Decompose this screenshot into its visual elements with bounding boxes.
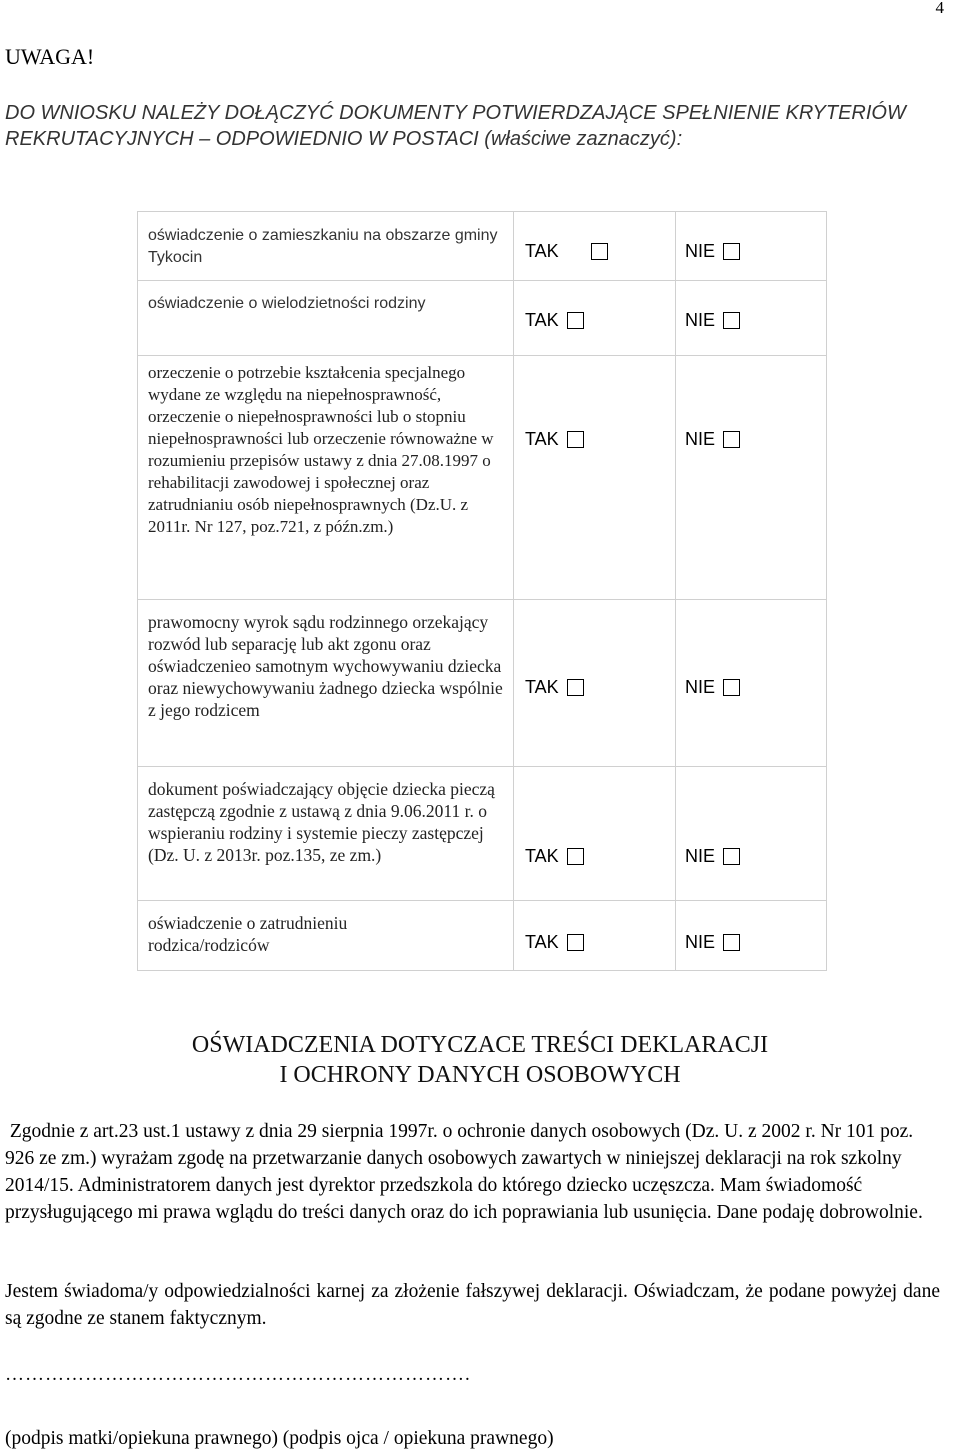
criterion-label: oświadczenie o zatrudnieniu rodzica/rodziców: [148, 913, 348, 955]
yes-checkbox[interactable]: [591, 243, 608, 260]
no-option[interactable]: [685, 429, 740, 450]
section-title-line-2: I OCHRONY DANYCH OSOBOWYCH: [279, 1062, 681, 1088]
no-label: NIE: [685, 846, 716, 866]
yes-checkbox[interactable]: [567, 679, 584, 696]
intro-text: DO WNIOSKU NALEŻY DOŁĄCZYĆ DOKUMENTY POTWIERDZAJĄCE SPEŁNIENIE KRYTERIÓW REKRUTACYJNYCH – ODPOWIEDNIO W POSTACI (właściwe zaznaczyć):: [5, 102, 906, 150]
yes-option[interactable]: [525, 932, 584, 953]
no-checkbox[interactable]: [723, 431, 740, 448]
criterion-row: [138, 212, 826, 281]
yes-label: TAK: [525, 846, 559, 866]
no-label: NIE: [685, 932, 716, 952]
no-label: NIE: [685, 429, 716, 449]
criterion-row: [138, 900, 826, 970]
no-option[interactable]: [685, 241, 740, 262]
yes-option[interactable]: [525, 241, 608, 262]
yes-option[interactable]: [525, 429, 584, 450]
no-option[interactable]: [685, 932, 740, 953]
yes-option[interactable]: [525, 310, 584, 331]
yes-label: TAK: [525, 932, 559, 952]
yes-label: TAK: [525, 241, 559, 261]
yes-option[interactable]: [525, 846, 584, 867]
criterion-row: [138, 766, 826, 901]
no-label: NIE: [685, 677, 716, 697]
criterion-row: [138, 355, 826, 600]
yes-checkbox[interactable]: [567, 934, 584, 951]
yes-option[interactable]: [525, 677, 584, 698]
yes-checkbox[interactable]: [567, 431, 584, 448]
criteria-table: [137, 211, 827, 971]
criterion-row: [138, 280, 826, 356]
signature-captions: (podpis matki/opiekuna prawnego) (podpis ojca / opiekuna prawnego): [5, 1428, 554, 1449]
signature-line: …………………………………………………………….: [5, 1364, 471, 1385]
criterion-label: dokument poświadczający objęcie dziecka pieczą zastępczą zgodnie z ustawą z dnia 9.06.2011 r. o wspieraniu rodziny i systemie pieczy zastępczej (Dz. U. z 2013r. poz.135, ze zm.): [148, 779, 495, 865]
page-number: 4: [935, 0, 944, 17]
yes-label: TAK: [525, 429, 559, 449]
criterion-label: prawomocny wyrok sądu rodzinnego orzekający rozwód lub separację lub akt zgonu oraz oświadczenieo samotnym wychowywaniu dziecka oraz niewychowywaniu żadnego dziecka wspólnie z jego rodzicem: [148, 612, 503, 720]
criterion-label: oświadczenie o zamieszkaniu na obszarze gminy Tykocin: [148, 227, 498, 266]
no-option[interactable]: [685, 677, 740, 698]
consent-paragraph: Zgodnie z art.23 ust.1 ustawy z dnia 29 sierpnia 1997r. o ochronie danych osobowych (Dz. U. z 2002 r. Nr 101 poz. 926 ze zm.) wyrażam zgodę na przetwarzanie danych osobowych zawartych w niniejszej deklaracji na rok szkolny 2014/15. Administratorem danych jest dyrektor przedszkola do którego dziecko uczęszcza. Mam świadomość przysługującego mi prawa wglądu do treści danych oraz do ich poprawiania lub usunięcia. Dane podaję dobrowolnie.: [5, 1121, 923, 1223]
no-checkbox[interactable]: [723, 848, 740, 865]
yes-label: TAK: [525, 677, 559, 697]
criterion-label: orzeczenie o potrzebie kształcenia specjalnego wydane ze względu na niepełnosprawność, orzeczenie o niepełnosprawności lub o stopniu niepełnosprawności lub orzeczenie równoważne w rozumieniu przepisów ustawy z dnia 27.08.1997 o rehabilitacji zawodowej i społecznej oraz zatrudnianiu osób niepełnosprawnych (Dz.U. z 2011r. Nr 127, poz.721, z późn.zm.): [148, 363, 494, 536]
yes-checkbox[interactable]: [567, 312, 584, 329]
no-label: NIE: [685, 310, 716, 330]
liability-paragraph: Jestem świadoma/y odpowiedzialności karnej za złożenie fałszywej deklaracji. Oświadczam, że podane powyżej dane są zgodne ze stanem faktycznym.: [5, 1281, 940, 1329]
no-checkbox[interactable]: [723, 934, 740, 951]
no-checkbox[interactable]: [723, 312, 740, 329]
no-option[interactable]: [685, 310, 740, 331]
no-checkbox[interactable]: [723, 243, 740, 260]
no-checkbox[interactable]: [723, 679, 740, 696]
yes-checkbox[interactable]: [567, 848, 584, 865]
no-label: NIE: [685, 241, 716, 261]
yes-label: TAK: [525, 310, 559, 330]
criterion-row: [138, 599, 826, 767]
section-title-line-1: OŚWIADCZENIA DOTYCZACE TREŚCI DEKLARACJI: [191, 1032, 769, 1058]
section-title: [0, 1030, 960, 1090]
no-option[interactable]: [685, 846, 740, 867]
warning-heading: UWAGA!: [5, 44, 95, 69]
criterion-label: oświadczenie o wielodzietności rodziny: [148, 295, 426, 312]
